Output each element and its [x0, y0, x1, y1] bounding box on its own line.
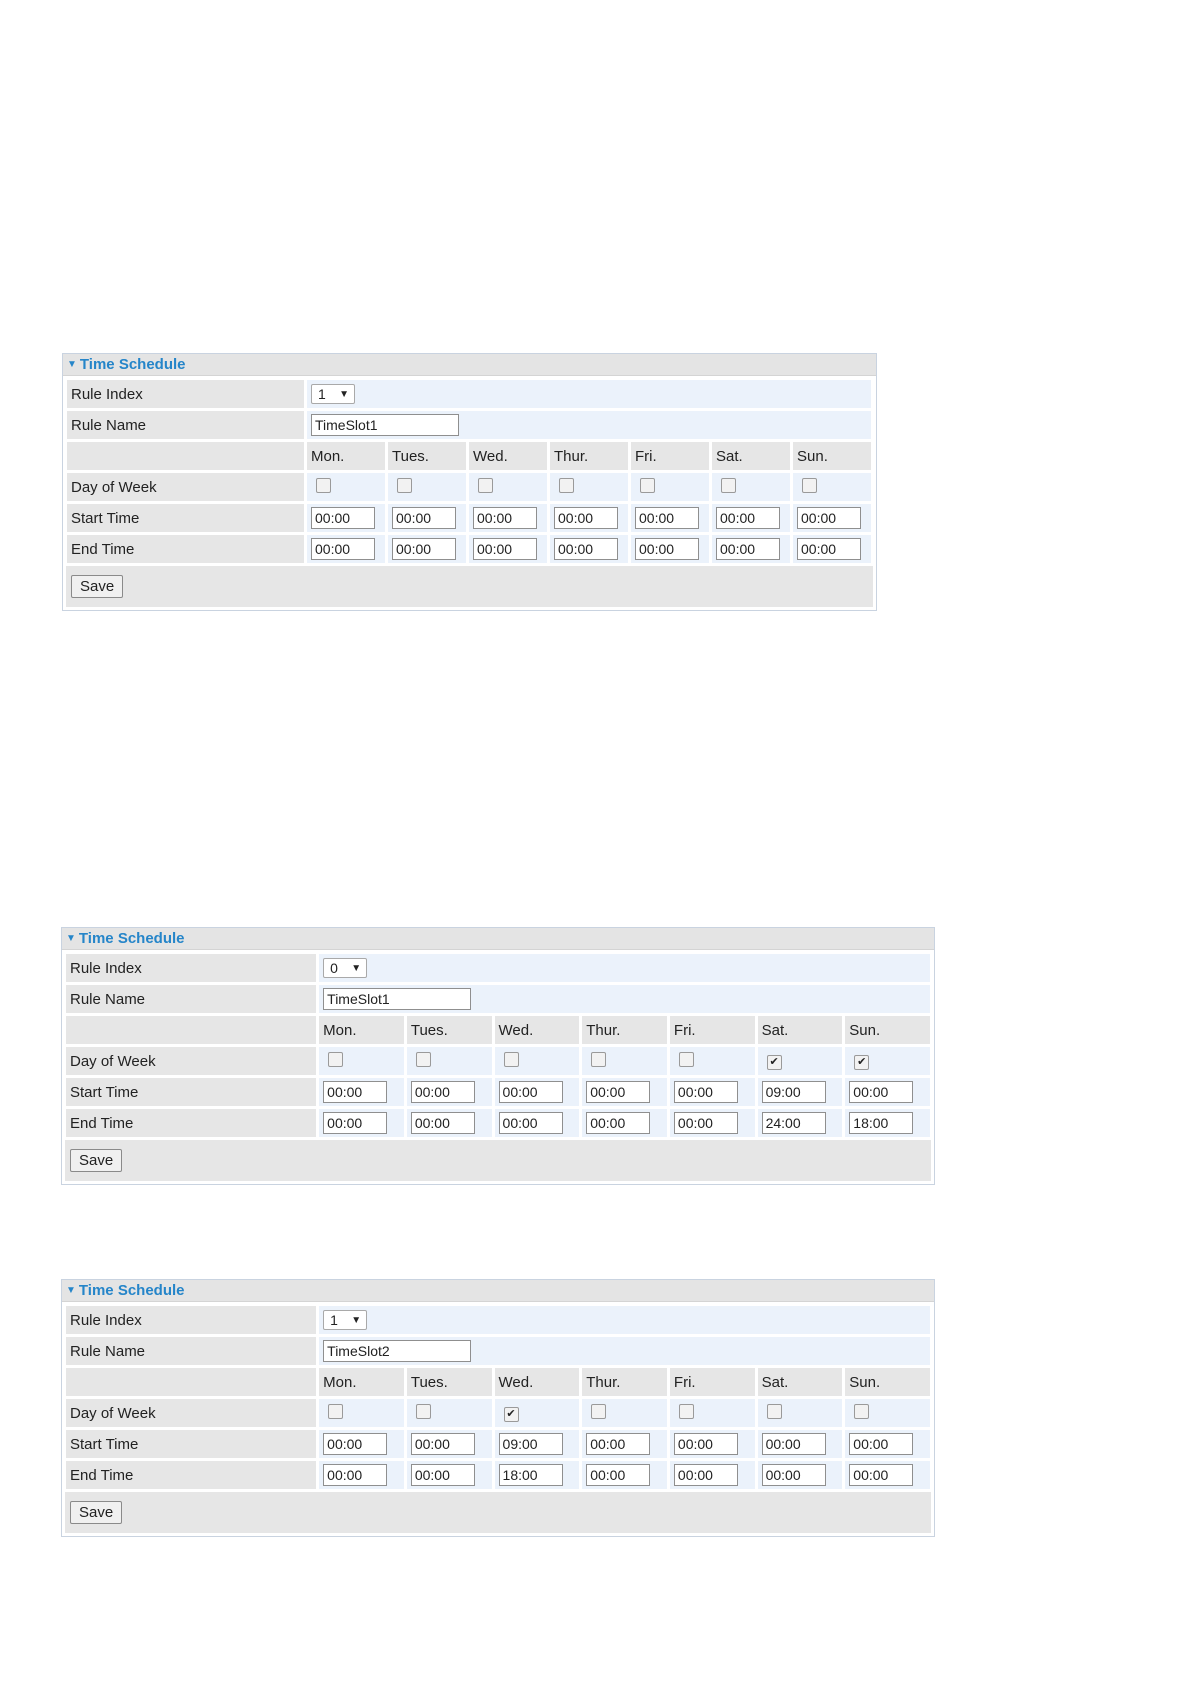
panel-title: Time Schedule	[78, 930, 185, 947]
panel-footer	[65, 1140, 931, 1181]
day-header-wed: Wed.	[495, 1016, 580, 1044]
time-schedule-panel-1	[62, 353, 877, 611]
start-time-mon[interactable]: 00:00	[311, 507, 375, 529]
start-time-wed[interactable]: 09:00	[499, 1433, 563, 1455]
rule-index-select[interactable]	[323, 958, 367, 978]
checkbox-thu[interactable]	[591, 1052, 606, 1067]
end-time-sat[interactable]: 00:00	[716, 538, 780, 560]
day-header-mon: Mon.	[319, 1016, 404, 1044]
rule-name-label: Rule Name	[66, 985, 316, 1013]
panel-header[interactable]	[63, 354, 876, 376]
start-time-sun[interactable]: 00:00	[849, 1081, 913, 1103]
start-time-tue[interactable]: 00:00	[411, 1433, 475, 1455]
day-header-fri: Fri.	[631, 442, 709, 470]
day-of-week-label: Day of Week	[66, 1399, 316, 1427]
end-time-label: End Time	[66, 1461, 316, 1489]
save-button[interactable]: Save	[70, 1501, 122, 1524]
start-time-wed[interactable]: 00:00	[473, 507, 537, 529]
start-time-fri[interactable]: 00:00	[674, 1433, 738, 1455]
end-time-mon[interactable]: 00:00	[323, 1464, 387, 1486]
checkbox-sat[interactable]	[721, 478, 736, 493]
end-time-tue[interactable]: 00:00	[392, 538, 456, 560]
day-header-sat: Sat.	[758, 1368, 843, 1396]
rule-index-label: Rule Index	[67, 380, 304, 408]
panel-title: Time Schedule	[78, 1282, 185, 1299]
end-time-mon[interactable]: 00:00	[311, 538, 375, 560]
schedule-table	[62, 1302, 934, 1492]
collapse-triangle-icon[interactable]: ▼	[66, 933, 76, 944]
checkbox-mon[interactable]	[328, 1404, 343, 1419]
end-time-thu[interactable]: 00:00	[586, 1464, 650, 1486]
day-header-sat: Sat.	[712, 442, 790, 470]
start-time-tue[interactable]: 00:00	[411, 1081, 475, 1103]
dropdown-arrow-icon: ▼	[351, 962, 362, 974]
blank-cell	[66, 1368, 316, 1396]
end-time-thu[interactable]: 00:00	[586, 1112, 650, 1134]
checkbox-fri[interactable]	[679, 1052, 694, 1067]
end-time-wed[interactable]: 00:00	[473, 538, 537, 560]
panel-header[interactable]	[62, 928, 934, 950]
end-time-label: End Time	[66, 1109, 316, 1137]
start-time-label: Start Time	[66, 1078, 316, 1106]
end-time-sat[interactable]: 00:00	[762, 1464, 826, 1486]
checkbox-sun[interactable]	[854, 1404, 869, 1419]
start-time-thu[interactable]: 00:00	[586, 1081, 650, 1103]
day-header-mon: Mon.	[319, 1368, 404, 1396]
checkbox-tue[interactable]	[416, 1052, 431, 1067]
panel-title: Time Schedule	[79, 356, 186, 373]
checkbox-sun[interactable]	[802, 478, 817, 493]
dropdown-arrow-icon: ▼	[339, 388, 349, 400]
panel-footer	[65, 1492, 931, 1533]
checkbox-wed[interactable]	[504, 1052, 519, 1067]
start-time-label: Start Time	[66, 1430, 316, 1458]
blank-cell	[66, 1016, 316, 1044]
start-time-mon[interactable]: 00:00	[323, 1081, 387, 1103]
rule-index-label: Rule Index	[66, 1306, 316, 1334]
end-time-wed[interactable]: 18:00	[499, 1464, 563, 1486]
start-time-tue[interactable]: 00:00	[392, 507, 456, 529]
checkbox-sat[interactable]: ✔	[767, 1055, 782, 1070]
rule-index-value: 1	[330, 1312, 338, 1328]
day-header-thu: Thur.	[582, 1016, 667, 1044]
schedule-table	[63, 376, 875, 566]
end-time-wed[interactable]: 00:00	[499, 1112, 563, 1134]
rule-name-input[interactable]: TimeSlot1	[311, 414, 459, 436]
checkbox-fri[interactable]	[679, 1404, 694, 1419]
time-schedule-panel-3	[61, 1279, 935, 1537]
start-time-label: Start Time	[67, 504, 304, 532]
time-schedule-panel-2	[61, 927, 935, 1185]
start-time-wed[interactable]: 00:00	[499, 1081, 563, 1103]
start-time-fri[interactable]: 00:00	[674, 1081, 738, 1103]
day-header-wed: Wed.	[495, 1368, 580, 1396]
day-header-fri: Fri.	[670, 1368, 755, 1396]
day-of-week-label: Day of Week	[66, 1047, 316, 1075]
start-time-sat[interactable]: 00:00	[716, 507, 780, 529]
rule-name-label: Rule Name	[67, 411, 304, 439]
rule-name-input[interactable]: TimeSlot2	[323, 1340, 471, 1362]
day-header-tue: Tues.	[388, 442, 466, 470]
day-header-sat: Sat.	[758, 1016, 843, 1044]
end-time-tue[interactable]: 00:00	[411, 1464, 475, 1486]
rule-index-value: 1	[318, 386, 326, 402]
rule-index-value: 0	[330, 960, 338, 976]
rule-name-input[interactable]: TimeSlot1	[323, 988, 471, 1010]
start-time-thu[interactable]: 00:00	[586, 1433, 650, 1455]
checkbox-thu[interactable]	[591, 1404, 606, 1419]
checkbox-thu[interactable]	[559, 478, 574, 493]
checkbox-sun[interactable]: ✔	[854, 1055, 869, 1070]
start-time-sat[interactable]: 00:00	[762, 1433, 826, 1455]
day-header-wed: Wed.	[469, 442, 547, 470]
save-button[interactable]: Save	[71, 575, 123, 598]
end-time-mon[interactable]: 00:00	[323, 1112, 387, 1134]
checkbox-tue[interactable]	[397, 478, 412, 493]
day-header-sun: Sun.	[845, 1368, 930, 1396]
day-header-mon: Mon.	[307, 442, 385, 470]
checkbox-fri[interactable]	[640, 478, 655, 493]
day-header-tue: Tues.	[407, 1016, 492, 1044]
blank-cell	[67, 442, 304, 470]
checkbox-sat[interactable]	[767, 1404, 782, 1419]
end-time-tue[interactable]: 00:00	[411, 1112, 475, 1134]
end-time-sun[interactable]: 00:00	[797, 538, 861, 560]
start-time-mon[interactable]: 00:00	[323, 1433, 387, 1455]
checkbox-tue[interactable]	[416, 1404, 431, 1419]
day-header-tue: Tues.	[407, 1368, 492, 1396]
end-time-sat[interactable]: 24:00	[762, 1112, 826, 1134]
checkbox-wed[interactable]	[478, 478, 493, 493]
collapse-triangle-icon[interactable]: ▼	[67, 359, 77, 370]
panel-header[interactable]	[62, 1280, 934, 1302]
rule-index-select[interactable]	[311, 384, 355, 404]
day-header-sun: Sun.	[845, 1016, 930, 1044]
start-time-sun[interactable]: 00:00	[797, 507, 861, 529]
collapse-triangle-icon[interactable]: ▼	[66, 1285, 76, 1296]
day-header-thu: Thur.	[582, 1368, 667, 1396]
schedule-table	[62, 950, 934, 1140]
start-time-thu[interactable]: 00:00	[554, 507, 618, 529]
end-time-fri[interactable]: 00:00	[674, 1464, 738, 1486]
day-header-fri: Fri.	[670, 1016, 755, 1044]
start-time-sun[interactable]: 00:00	[849, 1433, 913, 1455]
save-button[interactable]: Save	[70, 1149, 122, 1172]
rule-index-label: Rule Index	[66, 954, 316, 982]
end-time-fri[interactable]: 00:00	[635, 538, 699, 560]
end-time-thu[interactable]: 00:00	[554, 538, 618, 560]
checkbox-mon[interactable]	[316, 478, 331, 493]
rule-name-label: Rule Name	[66, 1337, 316, 1365]
end-time-fri[interactable]: 00:00	[674, 1112, 738, 1134]
checkbox-wed[interactable]: ✔	[504, 1407, 519, 1422]
end-time-sun[interactable]: 00:00	[849, 1464, 913, 1486]
end-time-sun[interactable]: 18:00	[849, 1112, 913, 1134]
end-time-label: End Time	[67, 535, 304, 563]
day-header-thu: Thur.	[550, 442, 628, 470]
dropdown-arrow-icon: ▼	[351, 1314, 362, 1326]
day-of-week-label: Day of Week	[67, 473, 304, 501]
panel-footer	[66, 566, 873, 607]
checkbox-mon[interactable]	[328, 1052, 343, 1067]
start-time-sat[interactable]: 09:00	[762, 1081, 826, 1103]
start-time-fri[interactable]: 00:00	[635, 507, 699, 529]
rule-index-select[interactable]	[323, 1310, 367, 1330]
day-header-sun: Sun.	[793, 442, 871, 470]
